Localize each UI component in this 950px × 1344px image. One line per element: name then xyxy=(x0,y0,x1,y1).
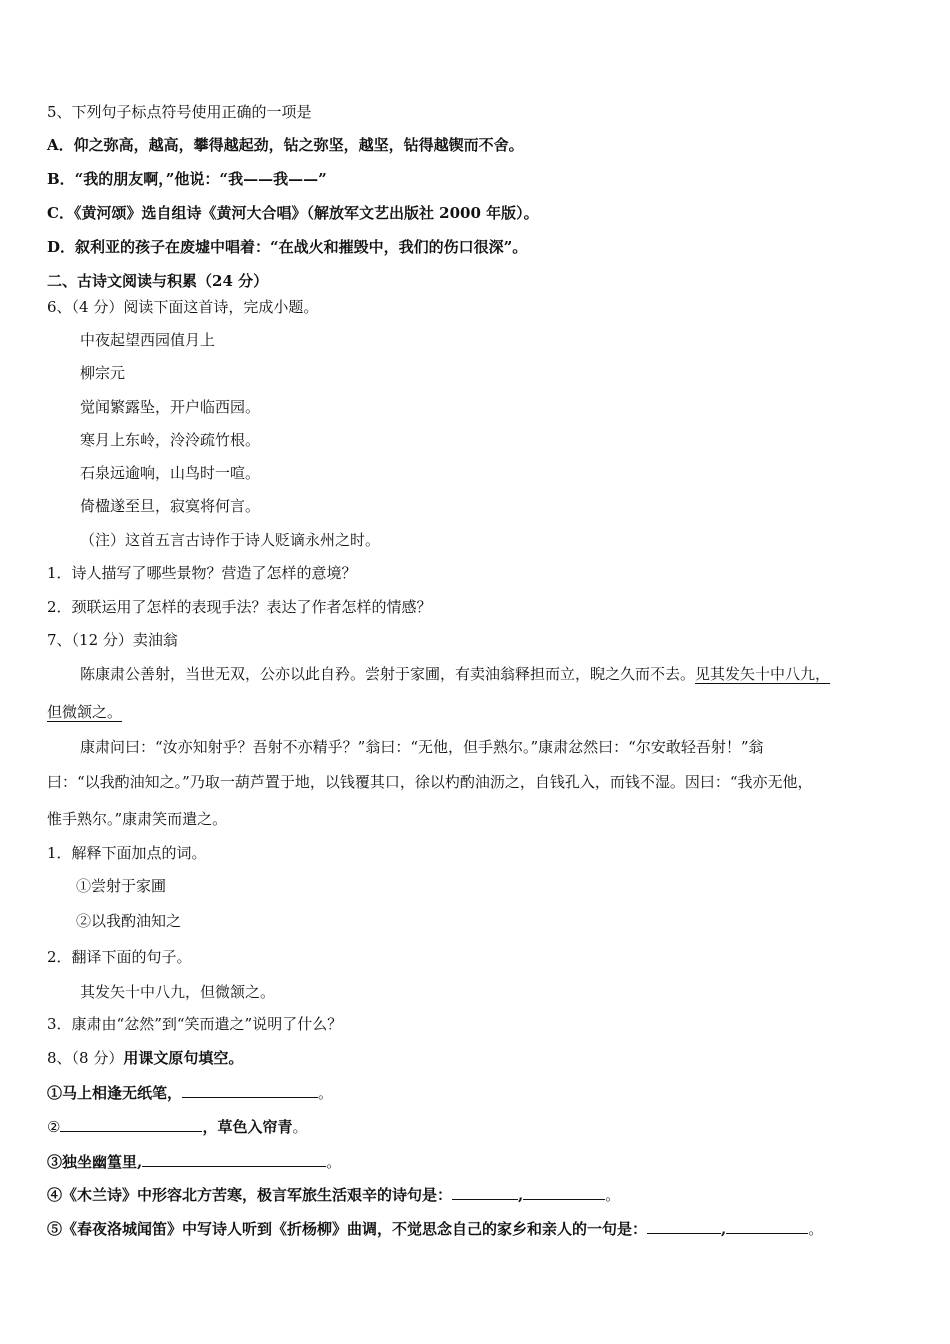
q8-item-5-sep: , xyxy=(721,1220,727,1238)
answer-blank[interactable] xyxy=(452,1185,518,1200)
q8-item-1-text: ①马上相逢无纸笔， xyxy=(47,1084,183,1102)
q5-option-a: A．仰之弥高，越高，攀得越起劲，钻之弥坚，越坚，钻得越锲而不舍。 xyxy=(47,136,524,154)
q8-stem-bold: 用课文原句填空。 xyxy=(123,1049,244,1067)
q5-option-b: B．“我的朋友啊，”他说：“我——我——” xyxy=(47,170,327,188)
q8-stem xyxy=(47,1047,243,1069)
q7-sub1: 1．解释下面加点的词。 xyxy=(47,844,207,862)
q8-item-1-end: 。 xyxy=(318,1084,334,1102)
q7-sub3: 3．康肃由“忿然”到“笑而遣之”说明了什么？ xyxy=(47,1015,343,1033)
q7-stem: 7、（12 分）卖油翁 xyxy=(47,631,178,649)
passage-p2-line2: 曰：“以我酌油知之。”乃取一葫芦置于地，以钱覆其口，徐以杓酌油沥之，自钱孔入，而钱不湿。因曰：“我亦无他， xyxy=(47,773,813,791)
poem-line: 寒月上东岭，泠泠疏竹根。 xyxy=(80,431,261,449)
q8-item-2 xyxy=(47,1116,307,1138)
passage-p2-line3: 惟手熟尔。”康肃笑而遣之。 xyxy=(47,810,228,828)
q5-option-c: C．《黄河颂》选自组诗《黄河大合唱》（解放军文艺出版社 2000 年版）。 xyxy=(47,204,539,222)
q8-item-1 xyxy=(47,1082,333,1104)
q7-sub1-item: ①尝射于家圃 xyxy=(76,877,167,895)
passage-p1-line1 xyxy=(80,663,830,685)
passage-p1-line2 xyxy=(47,701,122,723)
passage-underlined-a: 见其发矢十中八九， xyxy=(695,665,831,683)
q8-item-4-sep: , xyxy=(518,1186,524,1204)
q8-item-2-start: ② xyxy=(47,1118,61,1136)
poem-author: 柳宗元 xyxy=(80,364,126,382)
q5-stem xyxy=(47,101,312,123)
poem-note: （注）这首五言古诗作于诗人贬谪永州之时。 xyxy=(80,531,381,549)
q5-stem-text: 5、下列句子标点符号使用正确的一项是 xyxy=(47,103,312,121)
q8-item-5-end: 。 xyxy=(808,1220,824,1238)
answer-blank[interactable] xyxy=(182,1083,318,1098)
q7-sub2: 2．翻译下面的句子。 xyxy=(47,948,192,966)
answer-blank[interactable] xyxy=(726,1219,808,1234)
q8-item-5 xyxy=(47,1218,823,1240)
poem-line: 石泉远逾响，山鸟时一喧。 xyxy=(80,464,261,482)
q8-item-3-end: 。 xyxy=(326,1153,342,1171)
passage-underlined-b: 但微颔之。 xyxy=(47,703,123,721)
q6-stem: 6、（4 分）阅读下面这首诗，完成小题。 xyxy=(47,298,319,316)
poem-line: 倚楹遂至旦，寂寞将何言。 xyxy=(80,497,261,515)
q8-item-3-text: ③独坐幽篁里, xyxy=(47,1153,143,1171)
q8-stem-prefix: 8、（8 分） xyxy=(47,1049,124,1067)
q8-item-5-text: ⑤《春夜洛城闻笛》中写诗人听到《折杨柳》曲调，不觉思念自己的家乡和亲人的一句是： xyxy=(47,1220,648,1238)
q8-item-2-end: 。 xyxy=(292,1118,308,1136)
poem-title: 中夜起望西园值月上 xyxy=(80,331,216,349)
answer-blank[interactable] xyxy=(142,1152,326,1167)
q8-item-2-text: ，草色入帘青 xyxy=(202,1118,293,1136)
answer-blank[interactable] xyxy=(523,1185,605,1200)
answer-blank[interactable] xyxy=(647,1219,721,1234)
q5-option-d: D．叙利亚的孩子在废墟中唱着：“在战火和摧毁中，我们的伤口很深”。 xyxy=(47,238,528,256)
q8-item-4-end: 。 xyxy=(605,1186,621,1204)
passage-p1-plain: 陈康肃公善射，当世无双，公亦以此自矜。尝射于家圃，有卖油翁释担而立，睨之久而不去。 xyxy=(80,665,696,683)
q8-item-4-text: ④《木兰诗》中形容北方苦寒，极言军旅生活艰辛的诗句是： xyxy=(47,1186,453,1204)
q6-sub2: 2．颈联运用了怎样的表现手法？表达了作者怎样的情感？ xyxy=(47,598,432,616)
q6-sub1: 1．诗人描写了哪些景物？营造了怎样的意境？ xyxy=(47,564,357,582)
passage-p2-line1: 康肃问曰：“汝亦知射乎？吾射不亦精乎？”翁曰：“无他，但手熟尔。”康肃忿然曰：“尔安敢轻吾射！”翁 xyxy=(80,738,764,756)
q7-sub1-item: ②以我酌油知之 xyxy=(76,912,182,930)
q8-item-3 xyxy=(47,1151,341,1173)
q8-item-4 xyxy=(47,1184,620,1206)
q7-sub2-sentence: 其发矢十中八九，但微颔之。 xyxy=(80,983,276,1001)
answer-blank[interactable] xyxy=(60,1117,202,1132)
section-2-heading: 二、古诗文阅读与积累（24 分） xyxy=(47,272,269,290)
poem-line: 觉闻繁露坠，开户临西园。 xyxy=(80,398,261,416)
